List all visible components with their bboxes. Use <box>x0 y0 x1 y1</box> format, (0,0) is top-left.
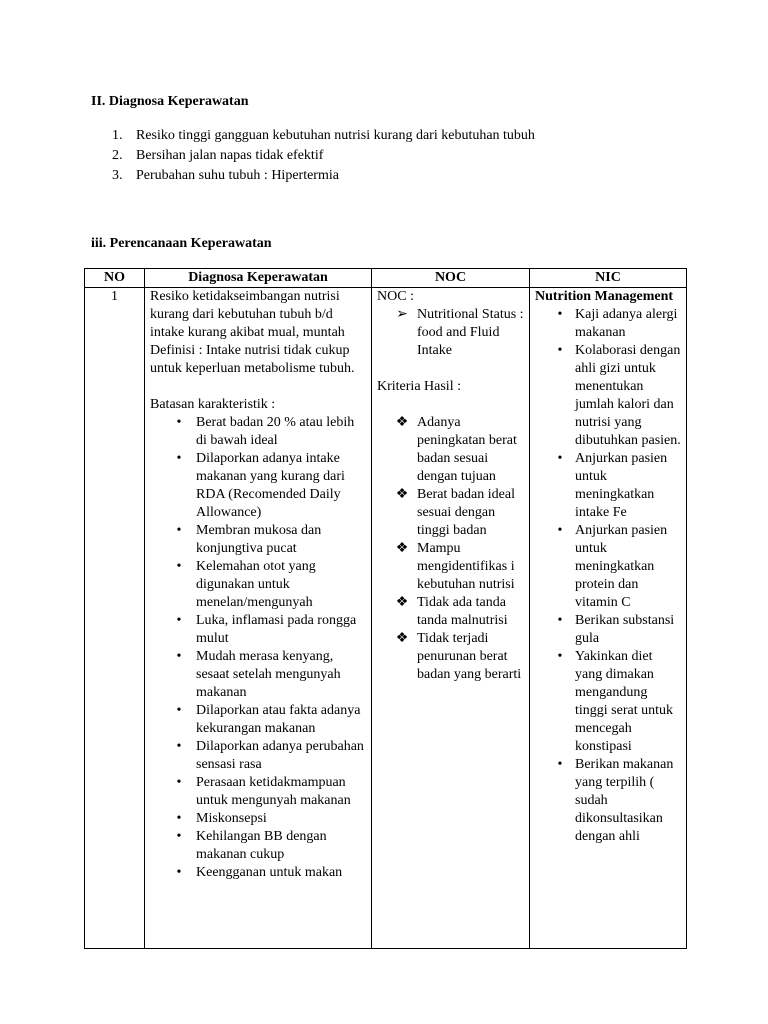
list-item: • Membran mukosa dan konjungtiva pucat <box>150 522 366 558</box>
bullet-icon: • <box>557 451 563 466</box>
column-header-nic: NIC <box>530 269 687 288</box>
arrow-bullet-icon: ➢ <box>396 307 408 322</box>
bullet-icon: • <box>176 829 182 844</box>
list-item: ❖ Mampu mengidentifikas i kebutuhan nutrisi <box>395 541 515 592</box>
list-item: • Luka, inflamasi pada rongga mulut <box>150 612 366 648</box>
diagnosis-cell <box>145 288 372 949</box>
diamond-bullet-icon: ❖ <box>395 595 409 610</box>
diamond-bullet-icon: ❖ <box>395 631 409 646</box>
list-item: • Anjurkan pasien untuk meningkatkan protein dan vitamin C <box>535 522 681 612</box>
noc-label: NOC : <box>377 289 414 304</box>
section-heading-perencanaan: iii. Perencanaan Keperawatan <box>91 236 272 251</box>
bullet-icon: • <box>557 613 563 628</box>
bullet-icon: • <box>176 451 182 466</box>
list-item: • Kelemahan otot yang digunakan untuk menelan/mengunyah <box>150 558 366 612</box>
bullet-icon: • <box>176 613 182 628</box>
nic-title: Nutrition Management <box>535 289 674 304</box>
diamond-bullet-icon: ❖ <box>395 487 409 502</box>
bullet-icon: • <box>176 523 182 538</box>
column-header-noc: NOC <box>372 269 530 288</box>
list-item: • Berikan makanan yang terpilih ( sudah dikonsultasikan dengan ahli <box>535 756 681 846</box>
diagnosis-definition: Definisi : Intake nutrisi tidak cukup untuk keperluan metabolisme tubuh. <box>150 343 355 376</box>
list-item: • Yakinkan diet yang dimakan mengandung tinggi serat untuk mencegah konstipasi <box>535 648 681 756</box>
bullet-icon: • <box>176 739 182 754</box>
bullet-icon: • <box>176 559 182 574</box>
row-number: 1 <box>85 288 145 949</box>
list-item: 2. Bersihan jalan napas tidak efektif <box>112 148 324 163</box>
list-item: • Mudah merasa kenyang, sesaat setelah mengunyah makanan <box>150 648 366 702</box>
list-item: • Kehilangan BB dengan makanan cukup <box>150 828 366 864</box>
list-item: • Berikan substansi gula <box>535 612 681 648</box>
list-item: • Anjurkan pasien untuk meningkatkan intake Fe <box>535 450 681 522</box>
noc-list <box>377 306 524 360</box>
noc-cell <box>372 288 530 949</box>
bullet-icon: • <box>176 415 182 430</box>
kriteria-label: Kriteria Hasil : <box>377 379 461 394</box>
kriteria-list <box>377 414 524 684</box>
bullet-icon: • <box>557 343 563 358</box>
bullet-icon: • <box>557 307 563 322</box>
bullet-icon: • <box>557 757 563 772</box>
bullet-icon: • <box>176 649 182 664</box>
list-item: • Dilaporkan adanya intake makanan yang kurang dari RDA (Recomended Daily Allowance) <box>150 450 366 522</box>
list-item: ❖ Adanya peningkatan berat badan sesuai dengan tujuan <box>395 415 517 484</box>
list-item: 1. Resiko tinggi gangguan kebutuhan nutrisi kurang dari kebutuhan tubuh <box>112 128 535 143</box>
list-item: • Kolaborasi dengan ahli gizi untuk menentukan jumlah kalori dan nutrisi yang dibutuhkan pasien. <box>535 342 681 450</box>
diagnosis-list <box>91 127 535 187</box>
column-header-no: NO <box>85 269 145 288</box>
list-item: ➢ Nutritional Status : food and Fluid Intake <box>396 307 524 358</box>
nic-list <box>535 306 681 846</box>
list-item: ❖ Tidak terjadi penurunan berat badan yang berarti <box>395 631 522 682</box>
diamond-bullet-icon: ❖ <box>395 541 409 556</box>
list-item: • Miskonsepsi <box>150 810 366 828</box>
bullet-icon: • <box>176 775 182 790</box>
care-plan-table <box>84 268 687 949</box>
bullet-icon: • <box>557 649 563 664</box>
list-item: • Keengganan untuk makan <box>150 864 366 882</box>
column-header-diagnosa: Diagnosa Keperawatan <box>145 269 372 288</box>
list-item: ❖ Berat badan ideal sesuai dengan tinggi badan <box>395 487 515 538</box>
list-item: • Perasaan ketidakmampuan untuk mengunyah makanan <box>150 774 366 810</box>
list-item: 3. Perubahan suhu tubuh : Hipertermia <box>112 168 339 183</box>
diamond-bullet-icon: ❖ <box>395 415 409 430</box>
list-item: • Dilaporkan atau fakta adanya kekurangan makanan <box>150 702 366 738</box>
diagnosis-intro: Resiko ketidakseimbangan nutrisi kurang dari kebutuhan tubuh b/d intake kurang akibat mual, muntah <box>150 289 345 340</box>
batasan-list <box>150 414 366 882</box>
table-row <box>85 288 687 949</box>
section-heading-diagnosa: II. Diagnosa Keperawatan <box>91 94 249 109</box>
bullet-icon: • <box>176 703 182 718</box>
nic-cell <box>530 288 687 949</box>
bullet-icon: • <box>176 865 182 880</box>
bullet-icon: • <box>557 523 563 538</box>
list-item: • Berat badan 20 % atau lebih di bawah ideal <box>150 414 366 450</box>
list-item: • Kaji adanya alergi makanan <box>535 306 681 342</box>
batasan-label: Batasan karakteristik : <box>150 397 276 412</box>
list-item: • Dilaporkan adanya perubahan sensasi rasa <box>150 738 366 774</box>
list-item: ❖ Tidak ada tanda tanda malnutrisi <box>395 595 508 628</box>
table-header-row <box>85 269 687 288</box>
bullet-icon: • <box>176 811 182 826</box>
